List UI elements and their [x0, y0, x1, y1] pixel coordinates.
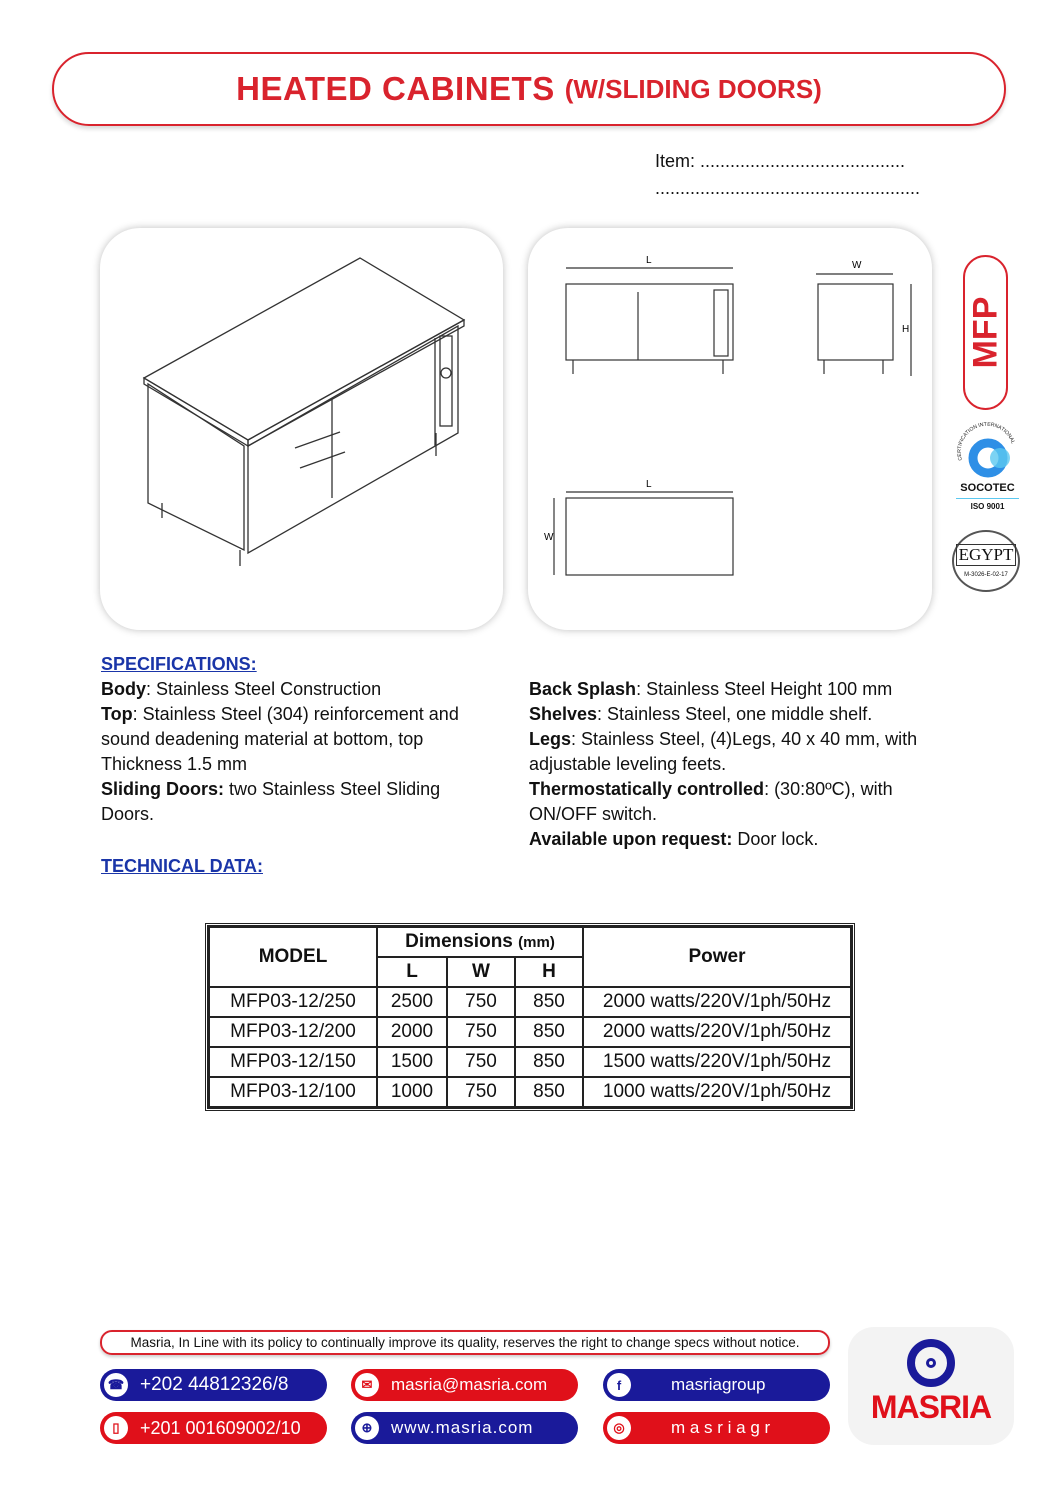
item-label: Item: .........................................: [655, 151, 906, 171]
dimension-svg: [528, 228, 932, 630]
iso-text: ISO 9001: [956, 498, 1019, 511]
col-dims: Dimensions (mm): [377, 927, 583, 957]
mobile-icon: ▯: [104, 1416, 128, 1440]
brand-text: MASRIA: [870, 1389, 992, 1425]
title-sub: (W/SLIDING DOORS): [564, 73, 822, 104]
socotec-icon: [950, 422, 1025, 480]
col-power: Power: [583, 927, 851, 987]
col-H: H: [515, 957, 583, 987]
top-W-label: W: [544, 532, 554, 543]
specs-heading: SPECIFICATIONS:: [101, 654, 257, 674]
mobile-link[interactable]: ▯ +201 001609002/10: [100, 1412, 327, 1444]
table-row: MFP03-12/150 1500 750 850 1500 watts/220V/1ph/50Hz: [209, 1047, 851, 1077]
masria-logo: [848, 1327, 1014, 1445]
instagram-icon: ◎: [607, 1416, 631, 1440]
item-field: [655, 148, 920, 202]
top-L-label: L: [646, 479, 652, 490]
email-icon: ✉: [355, 1373, 379, 1397]
specs-right: [529, 677, 939, 852]
spec-shelves: Shelves: Stainless Steel, one middle shelf.: [529, 704, 873, 724]
socotec-logo: [950, 422, 1025, 513]
facebook-link[interactable]: f masriagroup: [603, 1369, 830, 1401]
dimension-drawings: [528, 228, 932, 630]
masria-logo-icon: [907, 1339, 955, 1387]
instagram-link[interactable]: ◎ m a s r i a g r: [603, 1412, 830, 1444]
spec-available: Available upon request: Door lock.: [529, 829, 819, 849]
product-image: [100, 228, 503, 630]
table-row: MFP03-12/100 1000 750 850 1000 watts/220V/1ph/50Hz: [209, 1077, 851, 1107]
cabinet-3d-drawing: [100, 228, 503, 630]
email-link[interactable]: ✉ masria@masria.com: [351, 1369, 578, 1401]
technical-table: [205, 923, 855, 1111]
col-L: L: [377, 957, 447, 987]
specs-left: [101, 677, 491, 827]
phone-link[interactable]: ☎ +202 44812326/8: [100, 1369, 327, 1401]
col-W: W: [447, 957, 515, 987]
cert-text: CERTIFICATION INTERNATIONAL: [956, 422, 1016, 462]
technical-heading: TECHNICAL DATA:: [101, 856, 263, 876]
egypt-seal: [952, 530, 1020, 592]
website-link[interactable]: ⊕ www.masria.com: [351, 1412, 578, 1444]
page-title: [52, 52, 1006, 126]
phone-icon: ☎: [104, 1373, 128, 1397]
spec-body: Body: Stainless Steel Construction: [101, 679, 382, 699]
side-H-label: H: [902, 324, 910, 335]
spec-back-splash: Back Splash: Stainless Steel Height 100 mm: [529, 679, 893, 699]
col-model: MODEL: [209, 927, 377, 987]
side-W-label: W: [852, 260, 862, 271]
table-row: MFP03-12/200 2000 750 850 2000 watts/220V/1ph/50Hz: [209, 1017, 851, 1047]
spec-top: Top: Stainless Steel (304) reinforcement and sound deadening material at bottom, top Thickness 1.5 mm: [101, 704, 459, 774]
egypt-code: M-3026-E-02-17: [964, 572, 1008, 578]
table-row: MFP03-12/250 2500 750 850 2000 watts/220V/1ph/50Hz: [209, 987, 851, 1017]
globe-icon: ⊕: [355, 1416, 379, 1440]
facebook-icon: f: [607, 1373, 631, 1397]
series-badge: [963, 255, 1008, 410]
spec-legs: Legs: Stainless Steel, (4)Legs, 40 x 40 mm, with adjustable leveling feets.: [529, 729, 918, 774]
item-line2: .....................................................: [655, 178, 921, 198]
series-text: MFP: [966, 296, 1004, 369]
socotec-text: SOCOTEC: [960, 482, 1015, 494]
spec-thermostat: Thermostatically controlled: (30:80ºC), with ON/OFF switch.: [529, 779, 893, 824]
front-L-label: L: [646, 255, 652, 266]
egypt-text: EGYPT: [956, 544, 1017, 566]
notice: Masria, In Line with its policy to continually improve its quality, reserves the right to change specs without notice.: [100, 1330, 830, 1355]
spec-sliding-doors: Sliding Doors: two Stainless Steel Sliding Doors.: [101, 779, 441, 824]
title-main: HEATED CABINETS: [236, 70, 555, 107]
